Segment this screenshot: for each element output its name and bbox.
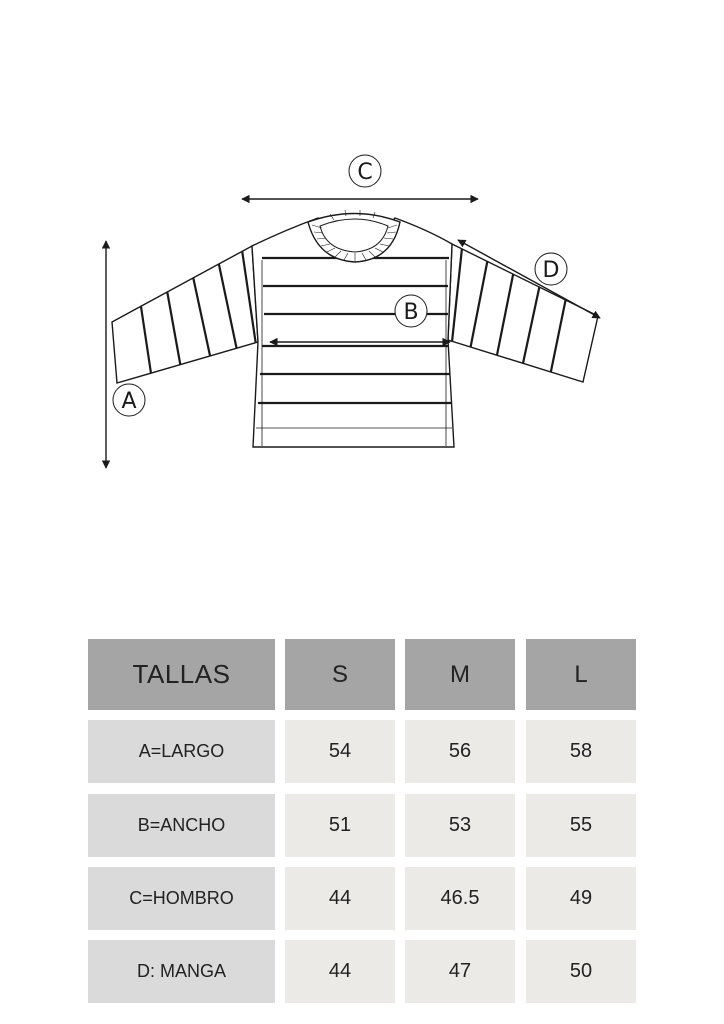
table-cell: 51 [285,794,395,857]
header-tallas: TALLAS [88,639,275,710]
table-cell: 44 [285,867,395,930]
row-label-manga: D: MANGA [88,940,275,1003]
label-a-text: A [121,389,137,414]
label-c-text: C [357,160,373,185]
header-size-m: M [405,639,515,710]
left-sleeve [112,246,258,383]
label-b [395,295,427,327]
label-b-text: B [403,300,419,325]
row-label-hombro: C=HOMBRO [88,867,275,930]
table-cell: 47 [405,940,515,1003]
row-label-ancho: B=ANCHO [88,794,275,857]
table-cell: 49 [526,867,636,930]
label-c [349,155,381,187]
table-cell: 53 [405,794,515,857]
table-cell: 44 [285,940,395,1003]
sweater-drawing [112,210,598,447]
table-cell: 56 [405,720,515,783]
row-label-largo: A=LARGO [88,720,275,783]
label-d [535,253,567,285]
table-cell: 55 [526,794,636,857]
table-cell: 58 [526,720,636,783]
header-size-l: L [526,639,636,710]
label-d-text: D [542,258,560,283]
table-cell: 54 [285,720,395,783]
table-cell: 46.5 [405,867,515,930]
table-cell: 50 [526,940,636,1003]
label-a [113,384,145,416]
header-size-s: S [285,639,395,710]
